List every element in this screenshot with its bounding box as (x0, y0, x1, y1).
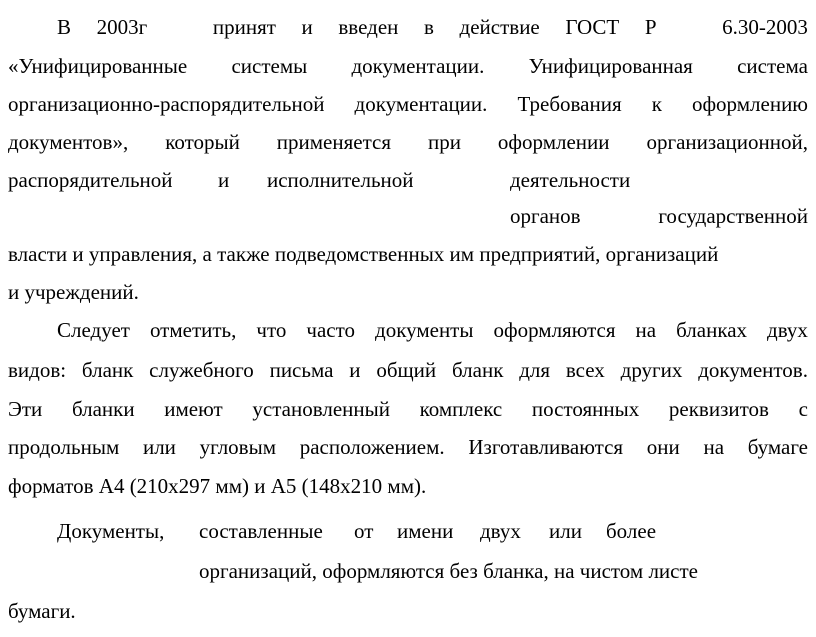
word: распорядительной (8, 168, 173, 192)
word: документации. (351, 54, 485, 78)
word: бланках (676, 318, 748, 342)
word: видов: (8, 358, 67, 382)
word: постоянных (531, 397, 640, 421)
text-line (8, 277, 808, 307)
word: который (165, 130, 240, 154)
text-line (8, 516, 808, 546)
word: общий (376, 358, 437, 382)
word: расположением. (299, 435, 445, 459)
word: бумаге (747, 435, 808, 459)
word: действие (459, 15, 540, 39)
word: они (646, 435, 680, 459)
word: и (301, 15, 313, 39)
word: двух (767, 318, 808, 342)
word: применяется (276, 130, 391, 154)
text-line (8, 471, 808, 501)
text-line (8, 201, 808, 231)
word: В (57, 15, 72, 39)
text-line (57, 315, 808, 345)
word: ГОСТ (565, 15, 620, 39)
word: комплекс (419, 397, 503, 421)
word: составленные (199, 519, 323, 543)
word: часто (306, 318, 355, 342)
word: организационно-распорядительной (8, 92, 325, 116)
word: Документы, (57, 519, 165, 543)
word: деятельности (510, 168, 631, 192)
word: Изготавливаются (468, 435, 624, 459)
line-text: форматов А4 (210х297 мм) и А5 (148х210 мм). (8, 474, 427, 498)
word: к (651, 92, 662, 116)
word: Следует (57, 318, 130, 342)
word: оформляются (493, 318, 616, 342)
word: Требования (517, 92, 622, 116)
word: Унифицированная (528, 54, 693, 78)
word: имени (397, 519, 454, 543)
word: что (256, 318, 287, 342)
word: оформлению (691, 92, 808, 116)
text-line (8, 394, 808, 424)
text-line (8, 432, 808, 462)
word: или (549, 519, 582, 543)
word: с (798, 397, 808, 421)
text-line (8, 51, 808, 81)
word: более (606, 519, 657, 543)
word: бланки (71, 397, 135, 421)
word: установленный (252, 397, 390, 421)
line-text: бумаги. (8, 599, 76, 623)
word: организационной, (646, 130, 808, 154)
line-text: власти и управления, а также подведомственных им предприятий, организаций (8, 242, 719, 266)
word: других (620, 358, 683, 382)
line-text: организаций, оформляются без бланка, на чистом листе (199, 559, 698, 583)
word: и (218, 168, 230, 192)
text-line (8, 165, 808, 195)
word: продольным (8, 435, 120, 459)
word: при (427, 130, 461, 154)
word: документации. (354, 92, 488, 116)
word: документов», (8, 130, 129, 154)
text-line (8, 239, 808, 269)
word: документов. (698, 358, 808, 382)
word: для (519, 358, 551, 382)
word: Р (644, 15, 657, 39)
word: оформлении (497, 130, 610, 154)
word: введен (338, 15, 399, 39)
text-line (8, 596, 808, 626)
word: служебного (149, 358, 254, 382)
word: системы (231, 54, 308, 78)
word: отметить, (149, 318, 237, 342)
word: бланк (452, 358, 504, 382)
text-line (8, 556, 808, 586)
word: государственной (658, 204, 808, 228)
word: принят (212, 15, 276, 39)
word: на (703, 435, 725, 459)
word: и (349, 358, 361, 382)
word: двух (480, 519, 521, 543)
word: документы (375, 318, 474, 342)
text-line (8, 355, 808, 385)
word: на (635, 318, 657, 342)
word: письма (269, 358, 334, 382)
text-line (8, 89, 808, 119)
word: в (424, 15, 434, 39)
word: от (354, 519, 374, 543)
word: 6.30-2003 (722, 15, 808, 39)
word: 2003г (96, 15, 148, 39)
word: угловым (199, 435, 276, 459)
word: или (142, 435, 176, 459)
word: имеют (164, 397, 223, 421)
word: всех (565, 358, 605, 382)
word: система (737, 54, 808, 78)
word: исполнительной (267, 168, 414, 192)
word: органов (510, 204, 581, 228)
word: бланк (81, 358, 134, 382)
word: «Унифицированные (8, 54, 188, 78)
line-text: и учреждений. (8, 280, 139, 304)
word: Эти (8, 397, 43, 421)
text-line (57, 12, 808, 42)
text-line (8, 127, 808, 157)
word: реквизитов (668, 397, 769, 421)
